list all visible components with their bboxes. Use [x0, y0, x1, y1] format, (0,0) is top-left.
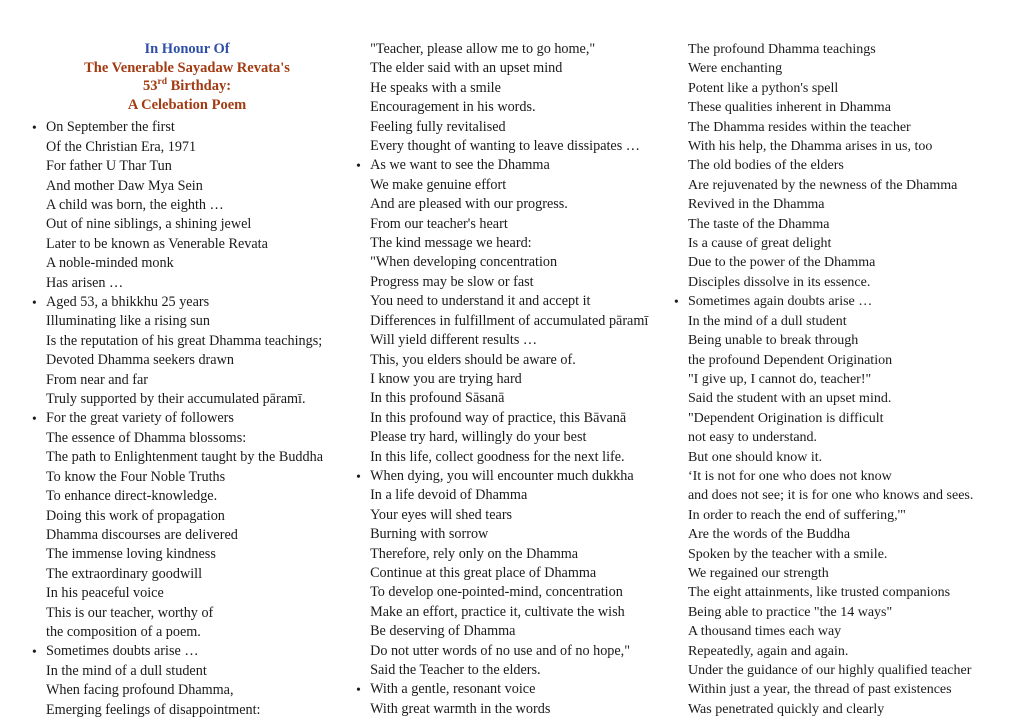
poem-line: But one should know it.	[687, 449, 823, 465]
poem-line: Continue at this great place of Dhamma	[370, 564, 597, 581]
poem-line: In this life, collect goodness for the next life.	[370, 448, 625, 465]
poem-line: Potent like a python's spell	[687, 80, 839, 96]
poem-line: When dying, you will encounter much dukkha	[370, 467, 634, 484]
poem-line: From near and far	[46, 371, 149, 388]
poem-line: On September the first	[46, 119, 175, 136]
poem-line: Progress may be slow or fast	[370, 273, 534, 290]
poem-line: This is our teacher, worthy of	[46, 604, 214, 621]
bullet-icon: •	[32, 411, 37, 427]
stanza	[688, 40, 1000, 292]
poem-line: Therefore, rely only on the Dhamma	[370, 545, 579, 562]
poem-line: The immense loving kindness	[46, 546, 216, 563]
poem-columns	[24, 40, 1000, 720]
poem-line: Illuminating like a rising sun	[46, 313, 210, 330]
bullet-icon: •	[32, 644, 37, 660]
poem-column-2	[356, 40, 688, 719]
poem-line: Sometimes again doubts arise …	[687, 294, 873, 310]
poem-line: Please try hard, willingly do your best	[370, 429, 587, 446]
poem-line: Said the Teacher to the elders.	[370, 662, 541, 678]
poem-line: The old bodies of the elders	[687, 158, 844, 174]
poem-line: Devoted Dhamma seekers drawn	[46, 352, 234, 369]
stanza	[356, 467, 688, 680]
poem-line: I know you are trying hard	[370, 370, 522, 387]
poem-line: And mother Daw Mya Sein	[46, 177, 203, 194]
bullet-icon: •	[356, 468, 361, 484]
poem-line: With a gentle, resonant voice	[370, 681, 536, 698]
poem-line: Revived in the Dhamma	[687, 197, 825, 213]
poem-line: The path to Enlightenment taught by the Buddha	[46, 449, 323, 466]
poem-line: Do not utter words of no use and of no hope,"	[370, 642, 631, 659]
poem-line: Were enchanting	[687, 61, 783, 77]
stanza-list-1	[32, 118, 356, 720]
poem-line: ‘It is not for one who does not know	[687, 468, 892, 484]
poem-line: Aged 53, a bhikkhu 25 years	[46, 294, 210, 311]
poem-line: To know the Four Noble Truths	[46, 468, 226, 485]
stanza-first-line	[673, 292, 1000, 311]
poem-column-1	[24, 40, 356, 720]
poem-line: A child was born, the eighth …	[46, 197, 224, 213]
title-block	[46, 40, 356, 114]
poem-line: In order to reach the end of suffering,'"	[687, 507, 906, 523]
poem-line: Are rejuvenated by the newness of the Dhamma	[687, 177, 958, 193]
title-line-3-sup: rd	[157, 77, 168, 88]
stanza-first-line	[356, 156, 688, 175]
poem-line: The kind message we heard:	[370, 235, 532, 252]
poem-column-3	[673, 40, 1000, 719]
poem-line: You need to understand it and accept it	[370, 293, 591, 310]
poem-line: Burning with sorrow	[370, 526, 489, 543]
poem-line: To enhance direct-knowledge.	[46, 488, 218, 505]
stanza	[356, 156, 688, 467]
stanza-first-line	[356, 467, 688, 486]
stanza-first-line	[32, 293, 356, 312]
poem-line: the profound Dependent Origination	[687, 352, 893, 368]
bullet-icon: •	[32, 295, 37, 311]
poem-line: To develop one-pointed-mind, concentration	[370, 584, 623, 601]
poem-line: We make genuine effort	[370, 176, 507, 193]
poem-line: Is the reputation of his great Dhamma teachings;	[46, 332, 323, 349]
poem-line: In this profound way of practice, this Bāvanā	[370, 409, 627, 426]
poem-line: In the mind of a dull student	[687, 313, 847, 329]
poem-line: Said the student with an upset mind.	[687, 391, 892, 407]
poem-line: Disciples dissolve in its essence.	[687, 274, 871, 290]
poem-line: not easy to understand.	[687, 430, 818, 446]
poem-line: The Dhamma resides within the teacher	[687, 119, 911, 135]
stanza	[32, 293, 356, 409]
poem-line: As we want to see the Dhamma	[370, 157, 550, 174]
poem-line: This, you elders should be aware of.	[370, 351, 576, 368]
poem-line: Will yield different results …	[370, 332, 538, 349]
poem-line: the composition of a poem.	[46, 623, 201, 640]
poem-line: With great warmth in the words	[370, 700, 551, 717]
poem-line: Of the Christian Era, 1971	[46, 138, 197, 155]
poem-line: Out of nine siblings, a shining jewel	[46, 216, 252, 233]
poem-line: He speaks with a smile	[370, 79, 501, 96]
poem-line: In his peaceful voice	[46, 585, 164, 602]
poem-line: Being able to practice "the 14 ways"	[687, 604, 893, 620]
poem-line: A noble-minded monk	[46, 255, 174, 272]
poem-line: Your eyes will shed tears	[370, 506, 513, 523]
poem-line: Is a cause of great delight	[687, 236, 832, 252]
stanza-first-line	[32, 118, 356, 137]
stanza-list-3	[673, 40, 1000, 719]
poem-line: Was penetrated quickly and clearly	[687, 701, 885, 717]
poem-line: "Teacher, please allow me to go home,"	[370, 41, 596, 57]
poem-line: In a life devoid of Dhamma	[370, 487, 528, 504]
poem-line: Within just a year, the thread of past existences	[687, 682, 952, 698]
title-line-3	[46, 77, 328, 96]
poem-line: Sometimes doubts arise …	[46, 643, 199, 660]
poem-line: Be deserving of Dhamma	[370, 623, 516, 640]
poem-line: When facing profound Dhamma,	[46, 682, 234, 699]
stanza	[356, 680, 688, 719]
poem-line: And are pleased with our progress.	[370, 196, 568, 213]
stanza-first-line	[356, 680, 688, 699]
poem-line: We regained our strength	[687, 565, 829, 581]
title-line-3-base: 53	[143, 78, 158, 95]
poem-line: "Dependent Origination is difficult	[687, 410, 884, 426]
poem-line: For the great variety of followers	[46, 410, 234, 427]
stanza	[673, 292, 1000, 719]
poem-line: The essence of Dhamma blossoms:	[46, 429, 247, 446]
poem-line: From our teacher's heart	[370, 215, 508, 232]
bullet-icon: •	[356, 158, 361, 174]
poem-line: Due to the power of the Dhamma	[687, 255, 876, 271]
poem-line: Later to be known as Venerable Revata	[46, 235, 268, 252]
stanza	[32, 409, 356, 642]
poem-line: The eight attainments, like trusted companions	[687, 585, 951, 601]
poem-line: Differences in fulfillment of accumulated pāramī	[370, 312, 649, 329]
poem-line: The profound Dhamma teachings	[687, 42, 876, 57]
poem-line: Feeling fully revitalised	[370, 118, 506, 135]
poem-line: Encouragement in his words.	[370, 99, 536, 116]
poem-line: Spoken by the teacher with a smile.	[687, 546, 888, 562]
poem-line: Make an effort, practice it, cultivate the wish	[370, 603, 625, 620]
stanza	[32, 118, 356, 293]
poem-line: These qualities inherent in Dhamma	[687, 100, 891, 116]
poem-line: Are the words of the Buddha	[687, 527, 851, 543]
poem-line: Has arisen …	[46, 274, 124, 291]
poem-line: In the mind of a dull student	[46, 662, 207, 679]
poem-line: Truly supported by their accumulated pāramī.	[46, 391, 306, 408]
stanza-first-line	[32, 409, 356, 428]
poem-line: The elder said with an upset mind	[370, 60, 563, 77]
poem-line: The extraordinary goodwill	[46, 565, 203, 582]
poem-line: Being unable to break through	[687, 333, 859, 349]
poem-line: "When developing concentration	[370, 254, 558, 271]
title-line-4: A Celebation Poem	[127, 96, 247, 113]
title-line-2: The Venerable Sayadaw Revata's	[84, 59, 290, 76]
poem-line: In this profound Sāsanā	[370, 390, 505, 407]
poem-line: Every thought of wanting to leave dissipates …	[370, 138, 640, 155]
stanza	[370, 40, 688, 156]
bullet-icon: •	[673, 294, 679, 310]
poem-line: With his help, the Dhamma arises in us, too	[687, 139, 933, 155]
bullet-icon: •	[32, 120, 37, 136]
poem-line: Repeatedly, again and again.	[687, 643, 849, 659]
poem-line: The taste of the Dhamma	[687, 216, 830, 232]
stanza-list-2	[356, 40, 688, 719]
title-line-3-tail: Birthday:	[167, 78, 232, 95]
poem-line: Dhamma discourses are delivered	[46, 526, 238, 543]
bullet-icon: •	[356, 682, 361, 698]
poem-line: Under the guidance of our highly qualified teacher	[687, 663, 972, 678]
poem-line: A thousand times each way	[687, 624, 842, 640]
stanza-first-line	[32, 642, 356, 661]
title-line-1: In Honour Of	[144, 41, 230, 57]
poem-line: Emerging feelings of disappointment:	[46, 701, 261, 718]
stanza	[32, 642, 356, 720]
poem-line: and does not see; it is for one who knows and sees.	[687, 488, 974, 504]
poem-line: Doing this work of propagation	[46, 507, 225, 524]
poem-line: "I give up, I cannot do, teacher!"	[687, 371, 872, 387]
poem-line: For father U Thar Tun	[46, 158, 172, 175]
